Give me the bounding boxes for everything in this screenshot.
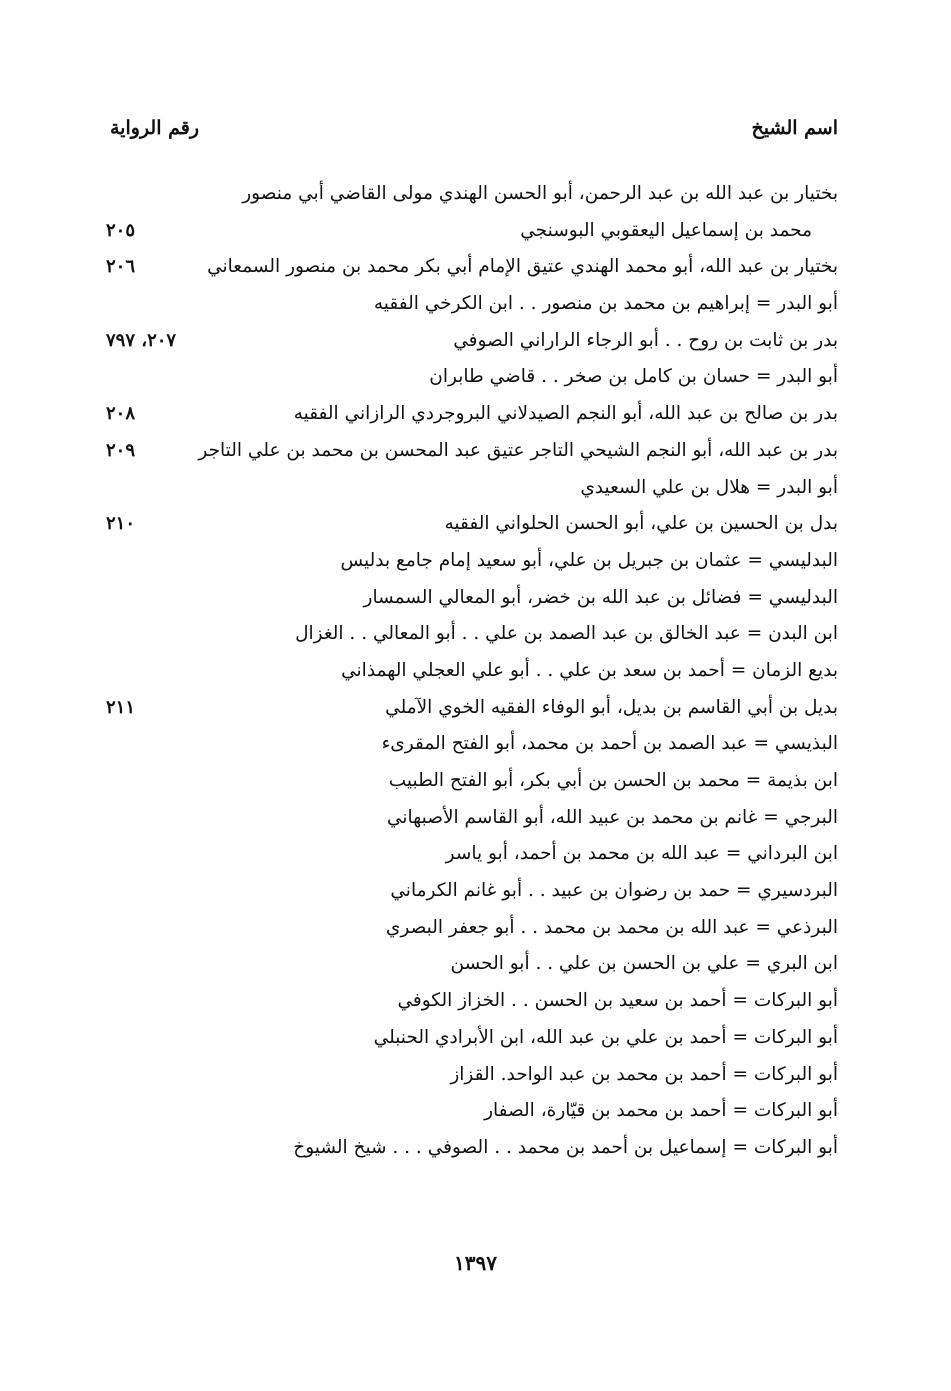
entry-text: البدليسي = عثمان بن جبريل بن علي، أبو سعيد إمام جامع بدليس xyxy=(340,549,838,571)
entry-number: ٢٠٥ xyxy=(106,219,136,241)
entry-row xyxy=(108,690,838,727)
entry-text: بدر بن ثابت بن روح . . أبو الرجاء الراراني الصوفي xyxy=(453,329,838,351)
entry-row xyxy=(108,433,838,470)
entry-text: البذيسي = عبد الصمد بن أحمد بن محمد، أبو الفتح المقرىء xyxy=(381,733,838,755)
entry-row xyxy=(108,1057,838,1094)
entry-row xyxy=(108,873,838,910)
entry-number: ٢١١ xyxy=(106,696,136,718)
entry-number: ٢١٠ xyxy=(106,513,136,535)
entry-row xyxy=(108,580,838,617)
entry-row xyxy=(108,470,838,507)
entry-text: ابن بذيمة = محمد بن الحسن بن أبي بكر، أبو الفتح الطبيب xyxy=(388,770,838,791)
entry-row xyxy=(108,176,838,213)
entry-text: أبو البركات = إسماعيل بن أحمد بن محمد . . الصوفي . . . شيخ الشيوخ xyxy=(293,1136,838,1158)
entry-row xyxy=(108,396,838,433)
entry-row xyxy=(108,800,838,837)
entry-text: بدر بن عبد الله، أبو النجم الشيحي التاجر عتيق عبد المحسن بن محمد بن علي التاجر xyxy=(198,439,838,461)
entry-text: أبو البدر = حسان بن كامل بن صخر . . قاضي طابران xyxy=(429,366,838,388)
entry-row xyxy=(108,1130,838,1167)
header-number-column: رقم الرواية xyxy=(110,117,199,139)
entry-row xyxy=(108,836,838,873)
entry-text: أبو البدر = هلال بن علي السعيدي xyxy=(580,476,838,498)
entry-text: أبو البركات = أحمد بن سعيد بن الحسن . . الخزاز الكوفي xyxy=(397,990,838,1012)
entry-text: محمد بن إسماعيل اليعقوبي البوسنجي xyxy=(520,219,812,241)
entry-number: ٢٠٩ xyxy=(106,439,136,461)
entry-row xyxy=(108,1020,838,1057)
entry-text: البدليسي = فضائل بن عبد الله بن خضر، أبو المعالي السمسار xyxy=(363,586,838,608)
entry-number: ٢٠٧، ٧٩٧ xyxy=(106,329,177,351)
entry-row xyxy=(108,616,838,653)
entry-text: أبو البركات = أحمد بن محمد بن عبد الواحد. القزاز xyxy=(450,1063,838,1085)
entry-text: بختيار بن عبد الله بن عبد الرحمن، أبو الحسن الهندي مولى القاضي أبي منصور xyxy=(242,183,838,204)
entry-text: البرجي = غانم بن محمد بن عبيد الله، أبو القاسم الأصبهاني xyxy=(386,806,838,828)
entry-row xyxy=(108,726,838,763)
entry-text: بديل بن أبي القاسم بن بديل، أبو الوفاء الفقيه الخوي الآملي xyxy=(385,696,838,718)
entry-text: ابن البدن = عبد الخالق بن عبد الصمد بن علي . . أبو المعالي . . الغزال xyxy=(295,623,838,645)
entry-text: بدر بن صالح بن عبد الله، أبو النجم الصيدلاني البروجردي الرازاني الفقيه xyxy=(293,403,838,425)
entry-row xyxy=(108,653,838,690)
entries-list xyxy=(108,176,838,1167)
entry-text: أبو البركات = أحمد بن علي بن عبد الله، ابن الأبرادي الحنبلي xyxy=(373,1026,838,1048)
entry-row xyxy=(108,359,838,396)
entry-row xyxy=(108,983,838,1020)
page-number: ١٣٩٧ xyxy=(454,1251,497,1275)
entry-row xyxy=(108,506,838,543)
entry-row xyxy=(108,1093,838,1130)
entry-text: البرذعي = عبد الله بن محمد بن محمد . . أبو جعفر البصري xyxy=(385,916,838,938)
entry-row xyxy=(108,910,838,947)
entry-text: ابن البرداني = عبد الله بن محمد بن أحمد، أبو ياسر xyxy=(445,843,838,865)
entry-text: أبو البدر = إبراهيم بن محمد بن منصور . . ابن الكرخي الفقيه xyxy=(373,293,838,315)
entry-row xyxy=(108,763,838,800)
entry-row xyxy=(108,213,838,250)
entry-row xyxy=(108,249,838,286)
entry-text: بدل بن الحسين بن علي، أبو الحسن الحلواني الفقيه xyxy=(444,513,838,535)
entry-row xyxy=(108,323,838,360)
entry-text: أبو البركات = أحمد بن محمد بن قيّارة، الصفار xyxy=(484,1100,838,1122)
header-name-column: اسم الشيخ xyxy=(751,117,838,139)
entry-text: البردسيري = حمد بن رضوان بن عبيد . . أبو غانم الكرماني xyxy=(390,880,838,902)
entry-row xyxy=(108,286,838,323)
entry-text: بديع الزمان = أحمد بن سعد بن علي . . أبو علي العجلي الهمذاني xyxy=(341,659,838,681)
entry-number: ٢٠٨ xyxy=(106,403,136,425)
entry-number: ٢٠٦ xyxy=(106,256,136,278)
entry-text: بختيار بن عبد الله، أبو محمد الهندي عتيق الإمام أبي بكر محمد بن منصور السمعاني xyxy=(207,256,838,278)
entry-row xyxy=(108,543,838,580)
entry-text: ابن البري = علي بن الحسن بن علي . . أبو الحسن xyxy=(450,953,838,975)
entry-row xyxy=(108,946,838,983)
